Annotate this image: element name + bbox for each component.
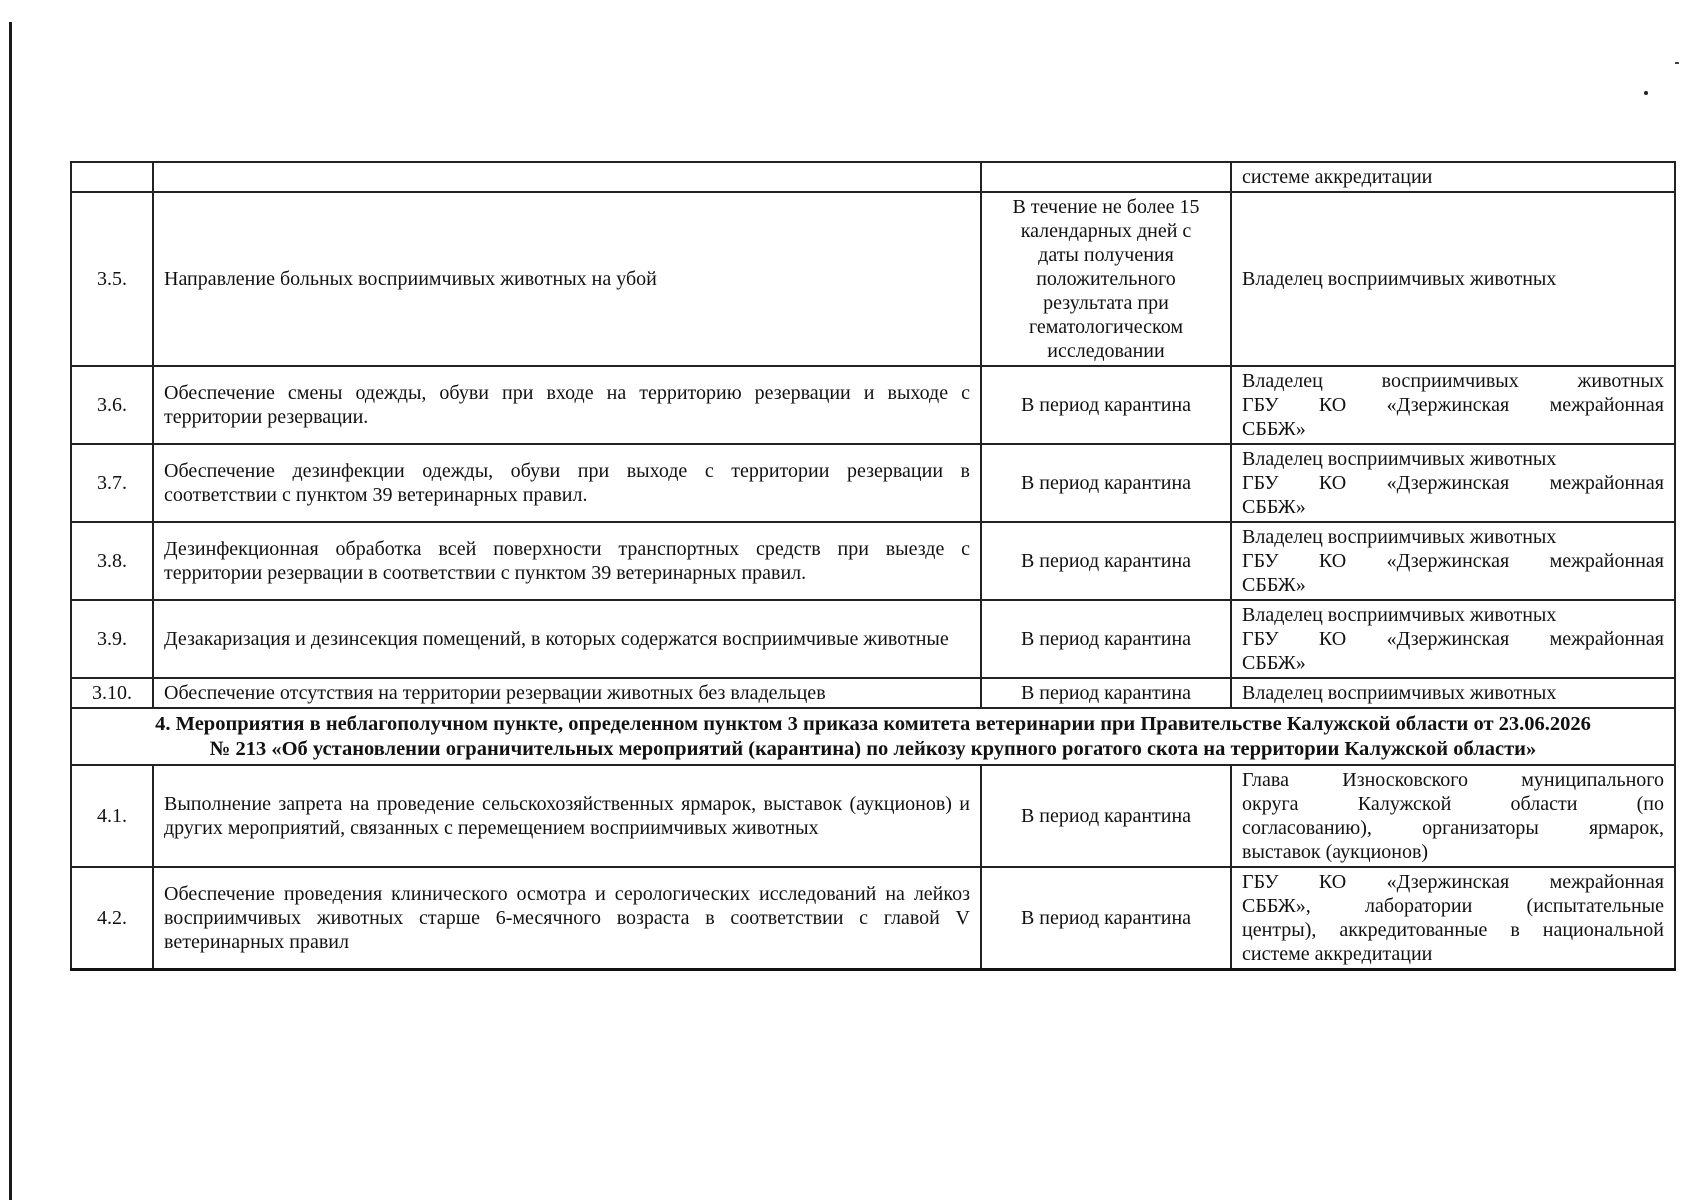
cell-term: В период карантина — [981, 444, 1231, 522]
cell-responsible — [1231, 678, 1675, 708]
table-row-4-1 — [71, 765, 1675, 867]
resp-line: Глава Износковского муниципального — [1242, 769, 1664, 792]
table-row-3-6 — [71, 366, 1675, 444]
term-line: результата при — [1043, 292, 1169, 314]
cell-num: 3.10. — [71, 678, 153, 708]
cell-term: В период карантина — [981, 867, 1231, 970]
section-heading-line: № 213 «Об установлении ограничительных мероприятий (карантина) по лейкозу крупного рогатого скота на территории Калужской области» — [209, 737, 1537, 760]
resp-line: СББЖ», лаборатории (испытательные — [1242, 895, 1664, 918]
cell-term — [981, 162, 1231, 192]
cell-responsible — [1231, 600, 1675, 678]
resp-line: согласованию), организаторы ярмарок, — [1242, 817, 1664, 840]
cell-responsible — [1231, 522, 1675, 600]
cell-num: 4.1. — [71, 765, 153, 867]
resp-line: ГБУ КО «Дзержинская межрайонная — [1242, 550, 1664, 572]
cell-term — [981, 192, 1231, 366]
term-line: даты получения — [1038, 244, 1174, 266]
resp-line: Владелец восприимчивых животных — [1242, 604, 1557, 626]
term-line: положительного — [1036, 268, 1176, 290]
cell-action: Обеспечение проведения клинического осмотра и серологических исследований на лейкоз восприимчивых животных старше 6-месячного возраста в соответствии с главой V ветеринарных правил — [153, 867, 981, 970]
resp-line: Владелец восприимчивых животных — [1242, 268, 1557, 290]
term-line: гематологическом — [1028, 316, 1184, 338]
resp-line: округа Калужской области (по — [1242, 793, 1664, 816]
resp-line: Владелец восприимчивых животных — [1242, 682, 1557, 704]
cell-action: Обеспечение смены одежды, обуви при входе на территорию резервации и выходе с территории резервации. — [153, 366, 981, 444]
section-4-heading-row — [71, 708, 1675, 765]
cell-num: 3.5. — [71, 192, 153, 366]
term-line: календарных дней с — [1020, 220, 1192, 242]
cell-responsible — [1231, 867, 1675, 970]
table-row-3-5 — [71, 192, 1675, 366]
term-line: исследовании — [1047, 340, 1165, 362]
table-row-3-8 — [71, 522, 1675, 600]
table-row-4-2 — [71, 867, 1675, 970]
cell-action: Обеспечение отсутствия на территории резервации животных без владельцев — [153, 678, 981, 708]
resp-line: ГБУ КО «Дзержинская межрайонная — [1242, 628, 1664, 650]
resp-line: ГБУ КО «Дзержинская межрайонная — [1242, 871, 1664, 894]
table-row-3-7 — [71, 444, 1675, 522]
cell-responsible — [1231, 444, 1675, 522]
section-heading — [71, 708, 1675, 765]
measures-table — [70, 161, 1676, 971]
resp-line: Владелец восприимчивых животных — [1242, 526, 1557, 548]
cell-responsible: системе аккредитации — [1231, 162, 1675, 192]
cell-responsible — [1231, 366, 1675, 444]
section-heading-line: 4. Мероприятия в неблагополучном пункте, определенном пунктом 3 приказа комитета ветеринарии при Правительстве Калужской области от 23.06.2026 — [155, 713, 1591, 735]
cell-term: В период карантина — [981, 366, 1231, 444]
cell-action: Обеспечение дезинфекции одежды, обуви при выходе с территории резервации в соответствии с пунктом 39 ветеринарных правил. — [153, 444, 981, 522]
cell-term: В период карантина — [981, 600, 1231, 678]
cell-action: Дезинфекционная обработка всей поверхности транспортных средств при выезде с территории резервации в соответствии с пунктом 39 ветеринарных правил. — [153, 522, 981, 600]
cell-term: В период карантина — [981, 522, 1231, 600]
resp-line: системе аккредитации — [1242, 943, 1433, 966]
cell-num: 3.7. — [71, 444, 153, 522]
cell-action: Направление больных восприимчивых животных на убой — [153, 192, 981, 366]
resp-line: СББЖ» — [1242, 418, 1306, 440]
cell-num — [71, 162, 153, 192]
scan-border-line — [9, 22, 12, 1200]
cell-num: 3.8. — [71, 522, 153, 600]
cell-action: Выполнение запрета на проведение сельскохозяйственных ярмарок, выставок (аукционов) и других мероприятий, связанных с перемещением восприимчивых животных — [153, 765, 981, 867]
cell-responsible — [1231, 765, 1675, 867]
cell-num: 3.9. — [71, 600, 153, 678]
cell-num: 4.2. — [71, 867, 153, 970]
cell-term: В период карантина — [981, 678, 1231, 708]
cell-action: Дезакаризация и дезинсекция помещений, в которых содержатся восприимчивые животные — [153, 600, 981, 678]
cell-action — [153, 162, 981, 192]
cell-responsible — [1231, 192, 1675, 366]
scan-speck — [1675, 62, 1679, 64]
resp-line: Владелец восприимчивых животных — [1242, 448, 1557, 470]
resp-line: СББЖ» — [1242, 652, 1306, 674]
resp-line: ГБУ КО «Дзержинская межрайонная — [1242, 472, 1664, 494]
cell-num: 3.6. — [71, 366, 153, 444]
resp-line: Владелец восприимчивых животных — [1242, 370, 1664, 392]
resp-line: центры), аккредитованные в национальной — [1242, 919, 1664, 942]
term-line: В течение не более 15 — [1012, 196, 1200, 218]
table-row-3-9 — [71, 600, 1675, 678]
table-row-continuation — [71, 162, 1675, 192]
table-row-3-10 — [71, 678, 1675, 708]
cell-term: В период карантина — [981, 765, 1231, 867]
resp-line: СББЖ» — [1242, 574, 1306, 596]
scan-speck — [1644, 91, 1648, 95]
resp-line: СББЖ» — [1242, 496, 1306, 518]
resp-line: ГБУ КО «Дзержинская межрайонная — [1242, 394, 1664, 416]
resp-line: выставок (аукционов) — [1242, 841, 1429, 864]
